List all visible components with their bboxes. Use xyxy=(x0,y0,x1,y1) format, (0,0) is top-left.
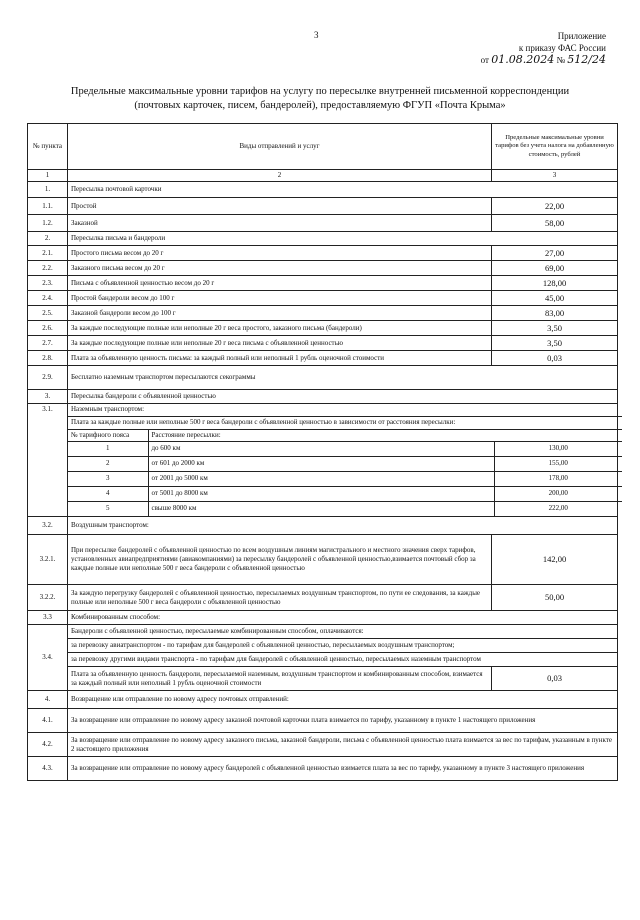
col-number-1: 1 xyxy=(28,170,68,182)
zone-row xyxy=(68,456,622,471)
row-name: За возвращение или отправление по новому адресу заказной почтовой карточки плата взимается по тарифу, указанному в пункте 1 настоящего приложения xyxy=(68,709,618,733)
table-row xyxy=(28,291,618,306)
row-name: Простого письма весом до 20 г xyxy=(68,246,492,261)
table-row xyxy=(28,611,618,625)
distance-header: Расстояние пересылки: xyxy=(148,429,622,441)
table-row xyxy=(28,198,618,215)
zone-distance: свыше 8000 км xyxy=(148,501,494,516)
row-value: 58,00 xyxy=(492,215,618,232)
row-num: 2.6. xyxy=(28,321,68,336)
table-row xyxy=(28,517,618,535)
document-title xyxy=(40,85,600,113)
zone-row xyxy=(68,486,622,501)
appendix-block xyxy=(481,30,606,66)
row-num: 2.9. xyxy=(28,366,68,390)
land-transport-table xyxy=(68,404,622,516)
zone-distance: до 600 км xyxy=(148,441,494,456)
row-num: 1.2. xyxy=(28,215,68,232)
zone-value: 178,00 xyxy=(494,471,622,486)
row-num: 2.4. xyxy=(28,291,68,306)
land-transport-desc: Плата за каждые полные или неполные 500 г веса бандероли с объявленной ценностью в зависимости от расстояния пересылки: xyxy=(68,416,622,429)
zone-header: № тарифного пояса xyxy=(68,429,148,441)
row-num: 3.4. xyxy=(28,625,68,691)
row-name: За возвращение или отправление по новому адресу бандеролей с объявленной ценностью взимается плата за вес по тарифу, указанному в пункте 3 настоящего приложения xyxy=(68,757,618,781)
row-name: Плата за объявленную ценность письма: за каждый полный или неполный 1 рубль оценочной стоимости xyxy=(68,351,492,366)
row-num: 3.2. xyxy=(28,517,68,535)
table-row xyxy=(28,215,618,232)
row-num: 2.7. xyxy=(28,336,68,351)
table-row xyxy=(28,709,618,733)
table-header-row xyxy=(28,124,618,170)
row-value: 45,00 xyxy=(492,291,618,306)
row-num: 2.5. xyxy=(28,306,68,321)
row-num: 3. xyxy=(28,390,68,404)
zone-distance: от 2001 до 5000 км xyxy=(148,471,494,486)
row-name: Пересылка бандероли с объявленной ценностью xyxy=(68,390,618,404)
table-row xyxy=(28,232,618,246)
tariff-table xyxy=(27,123,618,781)
combined-text-b: за перевозку авиатранспортом - по тарифам для бандеролей с объявленной ценностью, пересылаемых воздушным транспортом; xyxy=(68,639,617,653)
row-num: 4.3. xyxy=(28,757,68,781)
land-transport-label: Наземным транспортом: xyxy=(68,404,622,416)
date-prefix: от xyxy=(480,55,489,65)
order-date: 01.08.2024 xyxy=(491,53,555,66)
row-value: 69,00 xyxy=(492,261,618,276)
appendix-label: Приложение xyxy=(557,31,606,41)
table-row xyxy=(28,306,618,321)
order-number: 512/24 xyxy=(567,53,606,66)
zone-value: 200,00 xyxy=(494,486,622,501)
zone-row xyxy=(68,501,622,516)
row-name: Письма с объявленной ценностью весом до 20 г xyxy=(68,276,492,291)
combined-text-a: Бандероли с объявленной ценностью, пересылаемые комбинированным способом, оплачиваются: xyxy=(68,625,617,639)
page-number: 3 xyxy=(314,30,319,40)
row-value: 22,00 xyxy=(492,198,618,215)
table-row xyxy=(28,246,618,261)
table-row xyxy=(28,390,618,404)
combined-text-c: за перевозку другими видами транспорта - по тарифам для бандеролей с объявленной ценностью, пересылаемых наземным транспортом xyxy=(71,655,481,663)
table-row xyxy=(28,625,618,667)
row-name: При пересылке бандеролей с объявленной ценностью по всем воздушным линиям магистрального и местного значения сверх тарифов, установленных авиапредприятиями (авиакомпаниями) за пересылку бандеролей с объявленной ценностью,взимается почтовый сбор за каждые полные или неполные 500 г веса бандероли с объявленной ценностью xyxy=(68,535,492,585)
zone-number: 5 xyxy=(68,501,148,516)
zone-distance: от 5001 до 8000 км xyxy=(148,486,494,501)
zone-number: 2 xyxy=(68,456,148,471)
table-row xyxy=(28,535,618,585)
zone-value: 130,00 xyxy=(494,441,622,456)
table-row xyxy=(28,261,618,276)
row-value: 83,00 xyxy=(492,306,618,321)
zone-row xyxy=(68,441,622,456)
row-name: Возвращение или отправление по новому адресу почтовых отправлений: xyxy=(68,691,618,709)
row-name: Заказной xyxy=(68,215,492,232)
row-name: Воздушным транспортом: xyxy=(68,517,618,535)
appendix-date-line xyxy=(481,54,606,66)
title-line-1: Предельные максимальные уровни тарифов на услугу по пересылке внутренней письменной корреспонденции xyxy=(70,86,570,97)
row-num: 2.1. xyxy=(28,246,68,261)
zone-number: 1 xyxy=(68,441,148,456)
row-name: За каждые последующие полные или неполные 20 г веса письма с объявленной ценностью xyxy=(68,336,492,351)
table-row xyxy=(28,757,618,781)
table-row xyxy=(28,404,618,517)
table-row xyxy=(28,321,618,336)
row-value: 27,00 xyxy=(492,246,618,261)
table-row xyxy=(28,276,618,291)
row-name: За возвращение или отправление по новому адресу заказного письма, заказной бандероли, письма с объявленной ценностью плата взимается за вес по тарифам, указанным в пункте 2 настоящего приложения xyxy=(68,733,618,757)
header-services: Виды отправлений и услуг xyxy=(68,124,492,170)
zone-distance: от 601 до 2000 км xyxy=(148,456,494,471)
row-num: 3.3 xyxy=(28,611,68,625)
row-name: За каждую перегрузку бандеролей с объявленной ценностью, пересылаемых воздушным транспортом, по пути ее следования, за каждые полные или неполные 500 г веса бандероли с объявленной ценностью xyxy=(68,585,492,611)
row-num: 2.2. xyxy=(28,261,68,276)
row-num: 4.2. xyxy=(28,733,68,757)
table-row xyxy=(28,336,618,351)
table-row xyxy=(28,182,618,198)
row-value: 3,50 xyxy=(492,321,618,336)
row-value: 50,00 xyxy=(492,585,618,611)
row-name: Заказного письма весом до 20 г xyxy=(68,261,492,276)
row-num: 2.3. xyxy=(28,276,68,291)
combined-text-block xyxy=(68,625,618,667)
row-name: Заказной бандероли весом до 100 г xyxy=(68,306,492,321)
column-number-row xyxy=(28,170,618,182)
table-row xyxy=(28,691,618,709)
row-name: Бесплатно наземным транспортом пересылаются секограммы xyxy=(68,366,618,390)
zone-value: 155,00 xyxy=(494,456,622,471)
table-row xyxy=(28,585,618,611)
row-name: Плата за объявленную ценность бандероли, пересылаемой наземным, воздушным транспортом и комбинированным способом, взимается за каждый полный или неполный 1 рубль оценочной стоимости xyxy=(68,667,492,691)
row-name: Пересылка почтовой карточки xyxy=(68,182,618,198)
zone-number: 4 xyxy=(68,486,148,501)
row-value: 128,00 xyxy=(492,276,618,291)
header-tariff: Предельные максимальные уровни тарифов без учета налога на добавленную стоимость, рублей xyxy=(492,124,618,170)
row-name: За каждые последующие полные или неполные 20 г веса простого, заказного письма (бандероли) xyxy=(68,321,492,336)
row-name: Простой бандероли весом до 100 г xyxy=(68,291,492,306)
table-row xyxy=(28,351,618,366)
col-number-2: 2 xyxy=(68,170,492,182)
row-num: 2.8. xyxy=(28,351,68,366)
row-value: 0,03 xyxy=(492,667,618,691)
col-number-3: 3 xyxy=(492,170,618,182)
row-value: 3,50 xyxy=(492,336,618,351)
land-transport-block xyxy=(68,404,618,517)
row-name: Комбинированным способом: xyxy=(68,611,618,625)
row-value: 142,00 xyxy=(492,535,618,585)
title-line-2: (почтовых карточек, писем, бандеролей), предоставляемую ФГУП «Почта Крыма» xyxy=(134,100,506,111)
table-row xyxy=(28,667,618,691)
appendix-order: к приказу ФАС России xyxy=(518,43,606,53)
row-num: 3.2.2. xyxy=(28,585,68,611)
row-name: Пересылка письма и бандероли xyxy=(68,232,618,246)
row-num: 4. xyxy=(28,691,68,709)
row-num: 3.2.1. xyxy=(28,535,68,585)
zone-value: 222,00 xyxy=(494,501,622,516)
row-num: 4.1. xyxy=(28,709,68,733)
row-num: 1. xyxy=(28,182,68,198)
row-num: 1.1. xyxy=(28,198,68,215)
table-row xyxy=(28,366,618,390)
row-num: 2. xyxy=(28,232,68,246)
header-point-number: № пункта xyxy=(28,124,68,170)
zone-number: 3 xyxy=(68,471,148,486)
zone-row xyxy=(68,471,622,486)
table-row xyxy=(28,733,618,757)
row-num: 3.1. xyxy=(28,404,68,517)
number-prefix: № xyxy=(556,55,566,65)
row-value: 0,03 xyxy=(492,351,618,366)
row-name: Простой xyxy=(68,198,492,215)
